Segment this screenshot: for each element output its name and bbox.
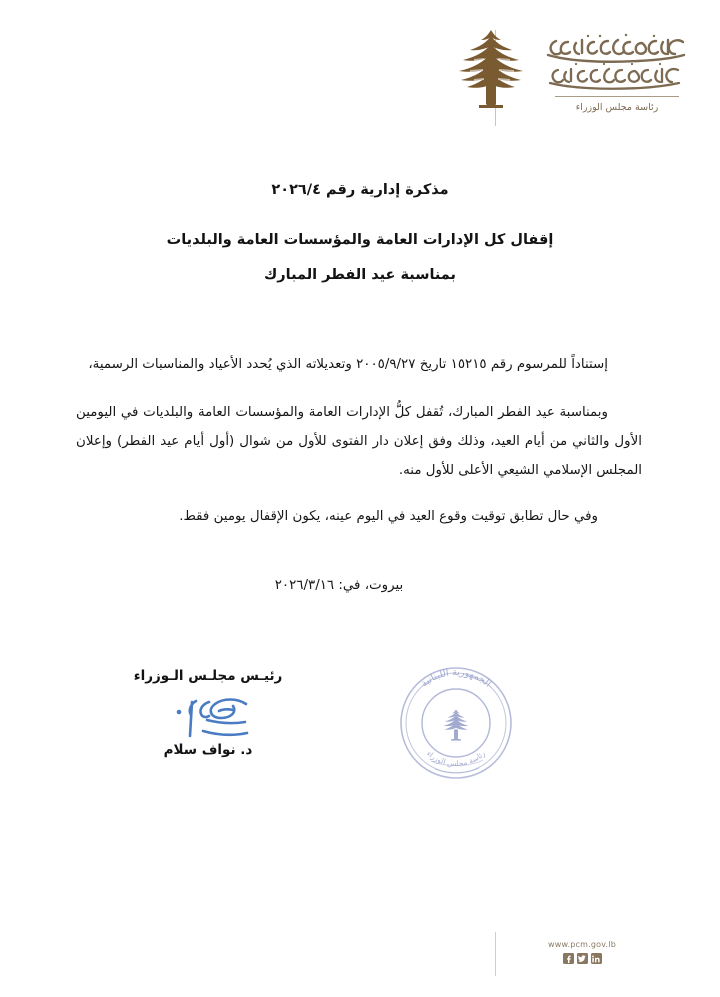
document-title-line-2: بمناسبة عيد الفطر المبارك xyxy=(264,267,456,283)
body-paragraph-2: وبمناسبة عيد الفطر المبارك، تُقفل كلُّ الإدارات العامة والمؤسسات العامة والبلديات في اليومين الأول والثاني من أيام العيد، وذلك وفق إعلان دار الفتوى للأول من شوال (أول أيام عيد الفطر) وإعلان المجلس الإسلامي الشيعي الأعلى للأول منه. xyxy=(76,405,642,478)
title-block xyxy=(0,182,720,283)
official-seal-icon xyxy=(391,657,521,789)
body-paragraph-3: وفي حال تطابق توقيت وقوع العيد في اليوم عينه، يكون الإقفال يومين فقط. xyxy=(179,509,598,524)
memo-number: مذكرة إدارية رقم ٢٠٢٦/٤ xyxy=(271,182,449,198)
place-and-date: بيروت، في: ٢٠٢٦/٣/١٦ xyxy=(274,578,404,593)
facebook-icon[interactable] xyxy=(563,953,574,964)
footer xyxy=(0,928,720,980)
letterhead-subtitle: رئاسة مجلس الوزراء xyxy=(575,102,659,113)
signature-mark-icon xyxy=(133,690,283,746)
social-links xyxy=(512,953,652,964)
twitter-icon[interactable] xyxy=(577,953,588,964)
body-paragraph-1: إستناداً للمرسوم رقم ١٥٢١٥ تاريخ ٢٠٠٥/٩/٢٧ وتعديلاته الذي يُحدد الأعياد والمناسبات الرسمية، xyxy=(88,357,608,372)
svg-text:الجمهورية اللبنانية xyxy=(419,667,493,690)
letterhead-rule xyxy=(555,96,679,97)
letterhead-text-group xyxy=(542,24,692,113)
letterhead xyxy=(0,24,720,144)
cedar-tree-icon xyxy=(454,26,528,112)
linkedin-icon[interactable] xyxy=(591,953,602,964)
document-title-line-1: إقفال كل الإدارات العامة والمؤسسات العامة والبلديات xyxy=(166,232,554,248)
signatory-name: د. نواف سلام xyxy=(163,742,253,758)
footer-website-url[interactable]: www.pcm.gov.lb xyxy=(548,940,616,949)
document-body xyxy=(76,350,642,531)
republic-name-calligraphy xyxy=(542,30,692,92)
seal-ring-text-bottom: رئاسة مجلس الوزراء xyxy=(425,748,487,769)
footer-divider xyxy=(495,932,496,976)
signature-block xyxy=(108,668,308,758)
seal-ring-text-top: الجمهورية اللبنانية xyxy=(418,666,494,690)
signatory-title: رئيـس مجلـس الـوزراء xyxy=(133,668,283,684)
